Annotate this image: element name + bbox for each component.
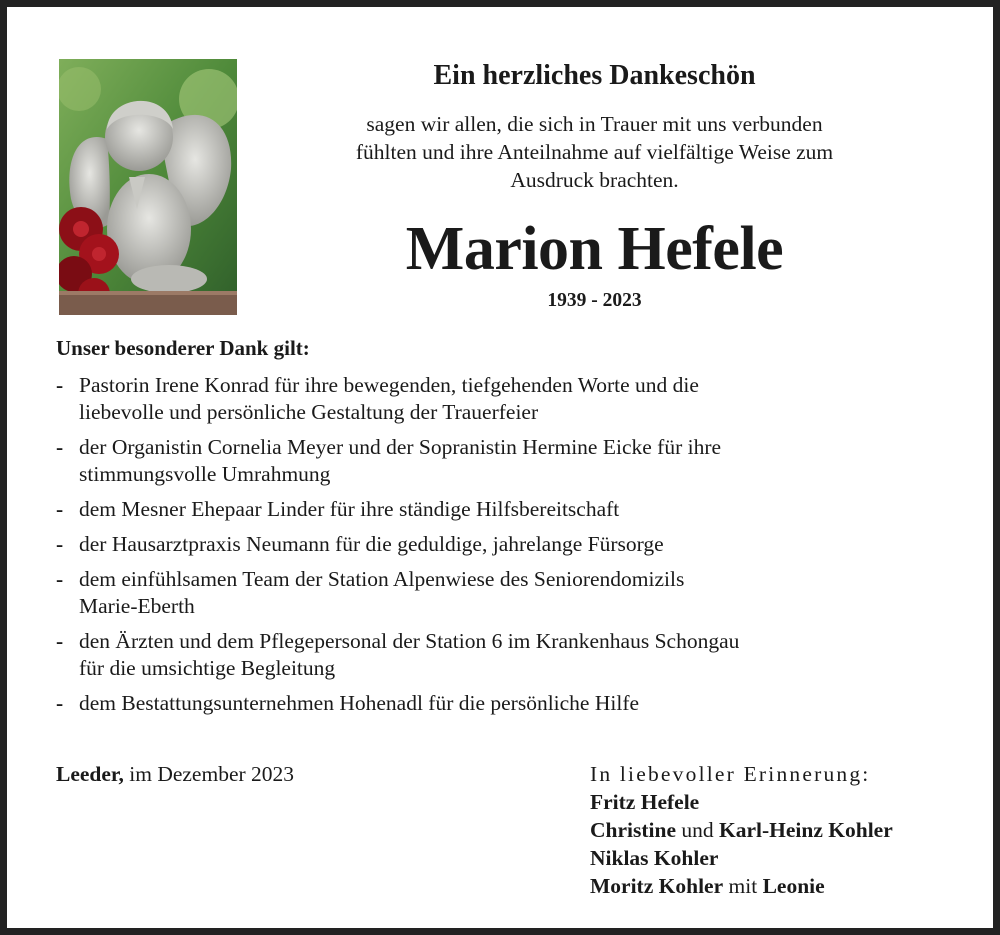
dash-marker: - [56,373,64,397]
list-item-line: Marie-Eberth [79,594,195,618]
signer-name: Niklas Kohler [590,846,719,870]
dash-marker: - [56,691,64,715]
list-item [56,372,956,426]
intro-line: sagen wir allen, die sich in Trauer mit uns verbunden [366,112,823,136]
signer-name: Moritz Kohler [590,874,724,898]
list-item [56,496,956,523]
list-item-line: dem einfühlsamen Team der Station Alpenwiese des Seniorendomizils [79,567,685,591]
place-date [56,760,294,788]
signer-line [590,788,893,816]
list-item-line: liebevolle und persönliche Gestaltung der Trauerfeier [79,400,539,424]
intro-line: fühlten und ihre Anteilnahme auf vielfältige Weise zum [355,140,834,164]
list-item-line: dem Mesner Ehepaar Linder für ihre ständige Hilfsbereitschaft [79,497,620,521]
signer-line [590,872,893,900]
praying-angel-icon [59,59,237,315]
signer-joiner: und [676,818,719,842]
dash-marker: - [56,567,64,591]
list-item [56,566,956,620]
date: im Dezember 2023 [123,762,295,786]
list-item-line: der Hausarztpraxis Neumann für die geduldige, jahrelange Fürsorge [79,532,664,556]
deceased-name: Marion Hefele [405,215,784,283]
list-item-line: den Ärzten und dem Pflegepersonal der Station 6 im Krankenhaus Schongau [79,629,740,653]
heading: Ein herzliches Dankeschön [433,60,756,91]
intro-text [287,110,902,194]
signer-name: Christine [590,818,676,842]
list-item [56,434,956,488]
list-item-line: stimmungsvolle Umrahmung [79,462,331,486]
dash-marker: - [56,629,64,653]
dash-marker: - [56,435,64,459]
thanks-heading: Unser besonderer Dank gilt: [56,336,310,360]
signer-line [590,816,893,844]
signers-block [590,760,893,900]
intro-line: Ausdruck brachten. [510,168,679,192]
list-item-line: für die umsichtige Begleitung [79,656,336,680]
list-item [56,531,956,558]
angel-photo [59,59,237,315]
thanks-list [56,372,956,725]
list-item-line: Pastorin Irene Konrad für ihre bewegenden, tiefgehenden Worte und die [79,373,699,397]
list-item-line: der Organistin Cornelia Meyer und der Sopranistin Hermine Eicke für ihre [79,435,722,459]
signer-name: Fritz Hefele [590,790,700,814]
signer-line [590,844,893,872]
signer-joiner: mit [723,874,763,898]
header [287,59,902,313]
dash-marker: - [56,532,64,556]
memory-label: In liebevoller Erinnerung: [590,762,871,786]
list-item-line: dem Bestattungsunternehmen Hohenadl für die persönliche Hilfe [79,691,640,715]
signer-partner: Leonie [762,874,825,898]
place: Leeder, [56,762,124,786]
list-item [56,690,956,717]
list-item [56,628,956,682]
dash-marker: - [56,497,64,521]
life-years: 1939 - 2023 [547,290,642,311]
signer-partner: Karl-Heinz Kohler [719,818,893,842]
